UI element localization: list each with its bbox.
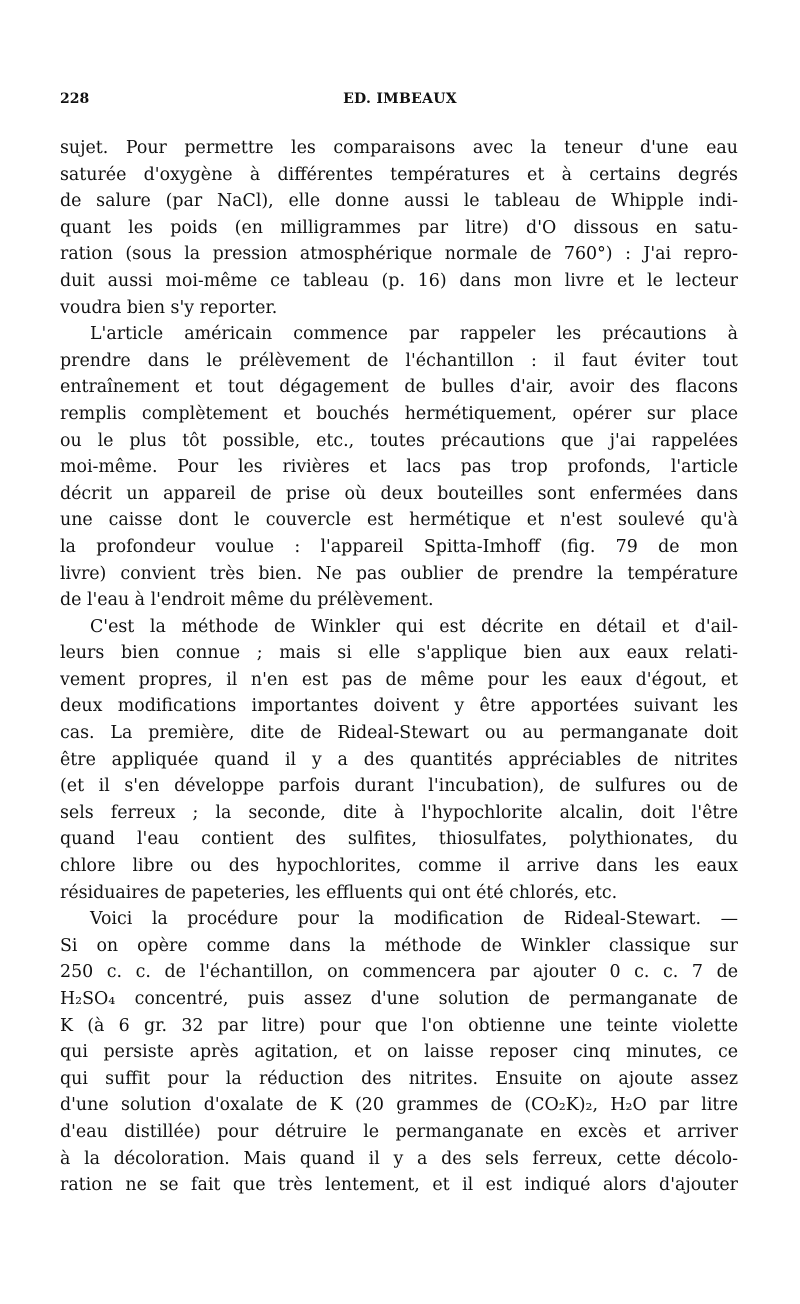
text-line: d'une solution d'oxalate de K (20 grammes de (CO₂K)₂, H₂O par litre xyxy=(60,1095,738,1116)
body-text xyxy=(60,135,738,1199)
text-line: prendre dans le prélèvement de l'échantillon : il faut éviter tout xyxy=(60,350,738,371)
text-line: sels ferreux ; la seconde, dite à l'hypochlorite alcalin, doit l'être xyxy=(60,802,738,823)
text-line: 250 c. c. de l'échantillon, on commencera par ajouter 0 c. c. 7 de xyxy=(60,962,738,983)
text-line: Si on opère comme dans la méthode de Winkler classique sur xyxy=(60,935,738,956)
text-line: d'eau distillée) pour détruire le permanganate en excès et arriver xyxy=(60,1121,738,1142)
text-line: une caisse dont le couvercle est hermétique et n'est soulevé qu'à xyxy=(60,510,738,531)
text-line: qui suffit pour la réduction des nitrites. Ensuite on ajoute assez xyxy=(60,1068,738,1089)
text-line: ration (sous la pression atmosphérique normale de 760°) : J'ai repro- xyxy=(60,244,738,265)
text-line: Voici la procédure pour la modification de Rideal-Stewart. — xyxy=(90,909,738,930)
text-line: (et il s'en développe parfois durant l'incubation), de sulfures ou de xyxy=(60,776,738,797)
text-line: vement propres, il n'en est pas de même pour les eaux d'égout, et xyxy=(60,669,738,690)
text-line: moi-même. Pour les rivières et lacs pas trop profonds, l'article xyxy=(60,457,738,478)
text-line: remplis complètement et bouchés hermétiquement, opérer sur place xyxy=(60,403,738,424)
text-line: sujet. Pour permettre les comparaisons avec la teneur d'une eau xyxy=(60,138,738,158)
text-line: ou le plus tôt possible, etc., toutes précautions que j'ai rappelées xyxy=(60,430,738,451)
text-line: deux modifications importantes doivent y être apportées suivant les xyxy=(60,696,738,717)
text-line: à la décoloration. Mais quand il y a des sels ferreux, cette décolo- xyxy=(60,1148,738,1169)
text-line: être appliquée quand il y a des quantités appréciables de nitrites xyxy=(60,749,738,770)
text-line: résiduaires de papeteries, les effluents qui ont été chlorés, etc. xyxy=(60,882,618,903)
text-line: livre) convient très bien. Ne pas oublier de prendre la température xyxy=(60,563,738,584)
text-line: décrit un appareil de prise où deux bouteilles sont enfermées dans xyxy=(60,483,738,504)
text-line: ration ne se fait que très lentement, et il est indiqué alors d'ajouter xyxy=(60,1175,738,1196)
text-line: leurs bien connue ; mais si elle s'applique bien aux eaux relati- xyxy=(60,643,738,664)
text-line: de salure (par NaCl), elle donne aussi le tableau de Whipple indi- xyxy=(60,191,738,212)
text-line: quand l'eau contient des sulfites, thiosulfates, polythionates, du xyxy=(60,829,738,850)
text-line: de l'eau à l'endroit même du prélèvement. xyxy=(60,590,434,611)
text-line: voudra bien s'y reporter. xyxy=(60,297,278,318)
text-line: H₂SO₄ concentré, puis assez d'une solution de permanganate de xyxy=(60,989,738,1009)
text-line: la profondeur voulue : l'appareil Spitta-Imhoff (fig. 79 de mon xyxy=(60,536,738,557)
text-line: quant les poids (en milligrammes par litre) d'O dissous en satu- xyxy=(60,217,738,238)
text-line: duit aussi moi-même ce tableau (p. 16) dans mon livre et le lecteur xyxy=(60,270,738,291)
page-header xyxy=(60,91,740,111)
text-line: L'article américain commence par rappeler les précautions à xyxy=(90,324,738,345)
text-line: saturée d'oxygène à différentes températures et à certains degrés xyxy=(60,164,738,185)
text-line: chlore libre ou des hypochlorites, comme il arrive dans les eaux xyxy=(60,856,738,877)
text-line: C'est la méthode de Winkler qui est décrite en détail et d'ail- xyxy=(90,616,738,637)
text-line: entraînement et tout dégagement de bulles d'air, avoir des flacons xyxy=(60,377,738,398)
text-line: qui persiste après agitation, et on laisse reposer cinq minutes, ce xyxy=(60,1042,738,1063)
text-line: K (à 6 gr. 32 par litre) pour que l'on obtienne une teinte violette xyxy=(60,1015,738,1036)
text-line: cas. La première, dite de Rideal-Stewart ou au permanganate doit xyxy=(60,723,738,744)
running-title: ED. IMBEAUX xyxy=(343,91,457,107)
page-number: 228 xyxy=(60,91,90,107)
